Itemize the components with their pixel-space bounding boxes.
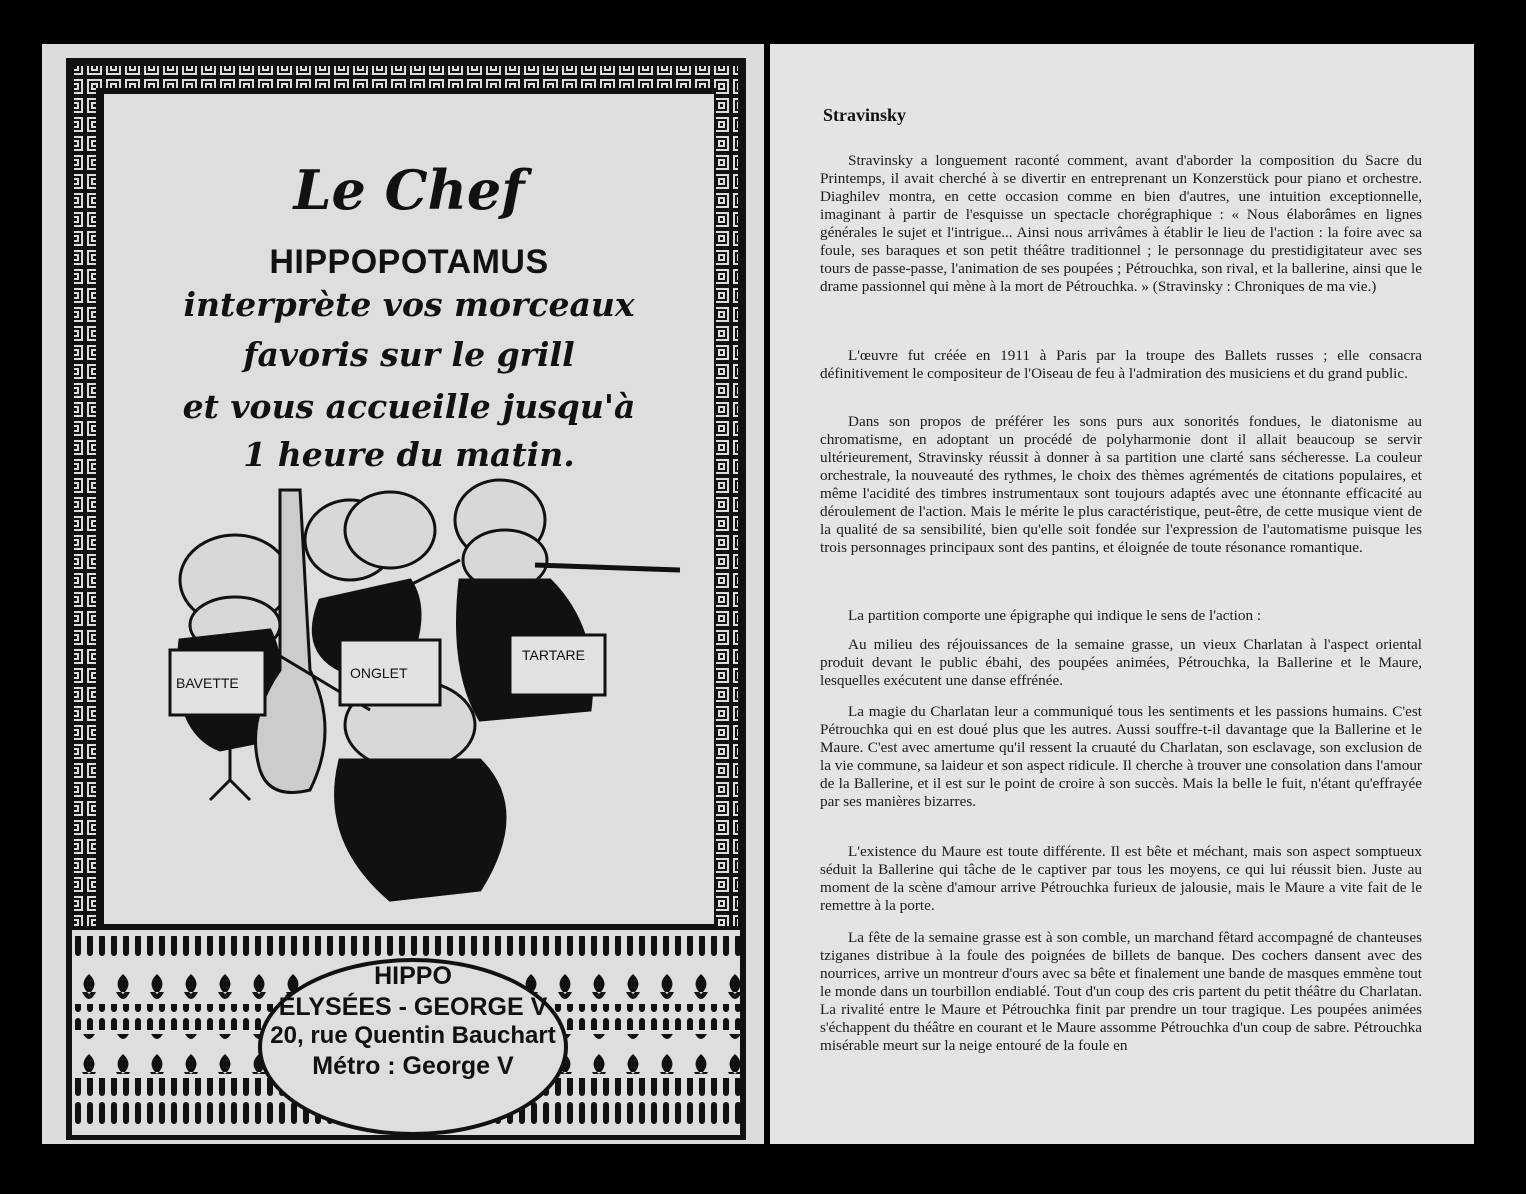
hippo-orchestra-illustration: [150, 470, 690, 925]
ad-script-title: Le Chef: [293, 158, 525, 222]
article-paragraph: Stravinsky a longuement raconté comment, avant d'aborder la composition du Sacre du Printemps, il avait cherché à se divertir en entreprenant un Konzerstück pour piano et orchestre. Diaghilev montra, en cette occasion comme en bien d'autres, une intuition exceptionnelle, imaginant à partir de l'esquisse un spectacle chorégraphique : « Nous élaborâmes en lignes générales le sujet et l'intrigue... Ainsi nous arrivâmes à établir le lieu de l'action : la foire avec sa foule, ses baraques et son petit théâtre traditionnel ; le personnage du prestidigitateur avec ses tours de passe-passe, l'animation de ses poupées ; Pétrouchka, son rival, et la ballerine, ainsi que le drame passionnel qui mène à la mort de Pétrouchka. » (Stravinsky : Chroniques de ma vie.): [820, 152, 1422, 295]
address-location: ÉLYSÉES - GEORGE V: [278, 993, 548, 1021]
ad-tagline-line: et vous accueille jusqu'à: [182, 387, 636, 426]
stand-label-onglet: ONGLET: [350, 665, 408, 681]
stand-label-tartare: TARTARE: [522, 647, 586, 663]
article-paragraph: Dans son propos de préférer les sons purs aux sonorités fondues, le diatonisme au chromatisme, en adoptant un procédé de polyharmonie dont il allait beaucoup se servir ultérieurement, Stravinsky réussit à donner à sa partition une clarté sans sécheresse. La couleur orchestrale, la nouveauté des rythmes, le choix des thèmes agrémentés de citations populaires, et même l'acidité des timbres instrumentaux sont toujours adaptés avec une étonnante efficacité au déroulement de l'action. Mais le mérite le plus caractéristique, peut-être, de cette musique vient de la qualité de sa sensibilité, bien qu'elle soit fondée sur l'expression de l'automatisme puisque les trois personnages principaux sont des pantins, et éloignée de toute résonance romantique.: [820, 413, 1422, 556]
address-street: 20, rue Quentin Bauchart: [270, 1022, 556, 1049]
article-paragraph: La partition comporte une épigraphe qui indique le sens de l'action :: [848, 607, 1262, 624]
ad-brand-name: HIPPOPOTAMUS: [269, 243, 549, 281]
article-paragraph: Au milieu des réjouissances de la semaine grasse, un vieux Charlatan à l'aspect oriental produit devant le public ébahi, des poupées animées, Pétrouchka, la Ballerine et le Maure, lesquelles exécutent une danse effrénée.: [820, 636, 1422, 689]
ad-tagline-line: interprète vos morceaux: [183, 285, 635, 324]
ad-tagline-line: favoris sur le grill: [243, 335, 575, 374]
article-paragraph: La fête de la semaine grasse est à son comble, un marchand fêtard accompagné de chanteuses tziganes distribue à la foule des poignées de billets de banque. Des cochers dansent avec des nourrices, arrive un montreur d'ours avec sa bête et finalement une bande de masques emmène tout le monde dans un tourbillon endiablé. Tout d'un coup des cris partent du petit théâtre du Charlatan. La rivalité entre le Maure et Pétrouchka finit par prendre un tour tragique. Les poupées animées s'échappent du théâtre en courant et le Maure assomme Pétrouchka d'un coup de sabre. Pétrouchka misérable meurt sur la neige entouré de la foule en: [820, 929, 1422, 1054]
address-name: HIPPO: [374, 962, 452, 990]
article-paragraph: L'existence du Maure est toute différente. Il est bête et méchant, mais son aspect somptueux séduit la Ballerine qui tâche de le captiver par tous les moyens, ce qui lui réussit bien. Juste au moment de la scène d'amour arrive Pétrouchka furieux de jalousie, mais le Maure a vite fait de le remettre à la porte.: [820, 843, 1422, 914]
article-paragraph: La magie du Charlatan leur a communiqué tous les sentiments et les passions humains. C'est Pétrouchka qui en est doué plus que les autres. Aussi souffre-t-il davantage que la Ballerine et le Maure. C'est avec amertume qu'il ressent la cruauté du Charlatan, son esclavage, son exclusion de la vie commune, sa laideur et son aspect ridicule. Il cherche à trouver une consolation dans l'amour de la Ballerine, et il est sur le point de croire à son succès. Mais la belle le fuit, n'étant qu'effrayée par ses manières bizarres.: [820, 703, 1422, 810]
stand-label-bavette: BAVETTE: [176, 675, 239, 691]
address-metro: Métro : George V: [312, 1052, 514, 1080]
ad-tagline-line: 1 heure du matin.: [243, 435, 575, 474]
article-paragraph: L'œuvre fut créée en 1911 à Paris par la troupe des Ballets russes ; elle consacra définitivement le compositeur de l'Oiseau de feu à l'admiration des musiciens et du grand public.: [820, 347, 1422, 382]
article-title: Stravinsky: [823, 105, 907, 125]
